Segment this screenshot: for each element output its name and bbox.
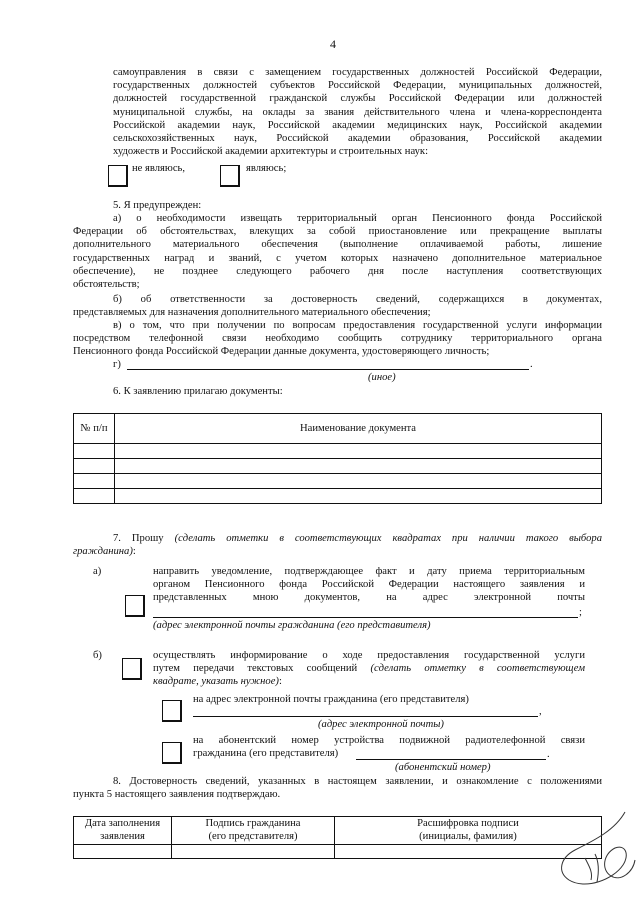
email-caption: (адрес электронной почты) (318, 719, 444, 730)
s7-intro-line (73, 532, 602, 545)
s5-g-label: г) (113, 359, 121, 370)
date-header-line2: заявления (100, 830, 145, 842)
s7-b-line3: квадрате, указать нужное) (153, 676, 279, 688)
s7-a-end: ; (579, 607, 582, 618)
checkbox-7a[interactable] (125, 595, 145, 617)
intro-line: самоуправления в связи с замещением государственных должностей Российской Федерации, (113, 67, 602, 78)
phone-line: гражданина (его представителя) (193, 748, 339, 760)
option-am-label: являюсь; (246, 163, 287, 174)
intro-text (113, 66, 602, 158)
intro-line: Российской академии наук, Российской академии медицинских наук, Российской академии (113, 119, 602, 131)
phone-line: на абонентский номер устройства подвижной радиотелефонной связи (193, 735, 585, 746)
signature-header (172, 817, 335, 845)
col-name-header: Наименование документа (115, 414, 602, 444)
table-cell[interactable] (115, 459, 602, 474)
s7-a-line: органом Пенсионного фонда Российской Федерации настоящего заявления и (153, 579, 585, 591)
s8-line: 8. Достоверность сведений, указанных в настоящем заявлении, и ознакомление с положениями (113, 776, 602, 787)
s7-b-line (153, 675, 585, 688)
table-cell[interactable] (74, 459, 115, 474)
s5-a-line: дополнительного материального обеспечения (выполнение оплачиваемой работы, лишение (73, 239, 602, 251)
signature-field[interactable] (172, 845, 335, 859)
documents-table (73, 413, 602, 504)
s7-a-line: направить уведомление, подтверждающее факт и дату приема территориальным (153, 566, 585, 577)
signature-table (73, 816, 602, 859)
s7-b-colon: : (278, 676, 282, 688)
s7-b-line (153, 662, 585, 675)
table-cell[interactable] (115, 489, 602, 504)
phone-end: . (547, 749, 550, 760)
checkbox-email[interactable] (162, 700, 182, 722)
intro-line: государственных должностей субъектов Российской Федерации, муниципальных должностей, (113, 80, 602, 92)
option-not-label: не являюсь, (132, 163, 186, 174)
s5-a (73, 212, 602, 291)
intro-line: муниципальной службы, на оклады за звания действительного члена и члена-корреспондента (113, 106, 602, 118)
s5-g-field[interactable] (127, 369, 529, 370)
col-number-header: № п/п (74, 414, 115, 444)
s5-a-line: а) о необходимости извещать территориальный орган Пенсионного фонда Российской (113, 213, 602, 224)
s5-a-line: государственных наград и званий, с учетом которых назначено дополнительное материальное (73, 252, 602, 264)
checkbox-not[interactable] (108, 165, 128, 187)
email-option-label: на адрес электронной почты гражданина (его представителя) (193, 694, 469, 705)
handwritten-signature (555, 810, 640, 905)
table-row (74, 459, 602, 474)
s7-intro-line (73, 545, 602, 558)
signature-header-line2: (его представителя) (208, 830, 298, 842)
signature-header-line1: Подпись гражданина (205, 818, 301, 829)
table-cell[interactable] (74, 489, 115, 504)
s5-v (73, 319, 602, 359)
email-end: , (539, 706, 542, 717)
s7-b-line2a: путем передачи текстовых сообщений (153, 663, 358, 675)
s5-b-line: представляемых для назначения дополнительного материального обеспечения; (73, 307, 431, 319)
s5-v-line: посредством телефонной связи необходимо сообщить сотруднику территориального органа (73, 333, 602, 345)
s8-text (73, 775, 602, 801)
date-header-line1: Дата заполнения (84, 818, 161, 829)
s5-b (73, 293, 602, 319)
s7-intro (73, 532, 602, 558)
intro-line: сельскохозяйственных наук, Российской академии образования, Российской академии (113, 133, 602, 145)
s7-b-label: б) (93, 650, 102, 661)
checkbox-am[interactable] (220, 165, 240, 187)
table-cell[interactable] (115, 474, 602, 489)
s8-line: пункта 5 настоящего заявления подтверждаю. (73, 789, 281, 801)
s5-a-line: обстоятельств; (73, 279, 140, 291)
intro-line: должностей государственной гражданской службы Российской Федерации или должностей (113, 93, 602, 105)
transcript-header-line1: Расшифровка подписи (417, 818, 519, 829)
email-field-7a[interactable] (153, 617, 578, 618)
intro-line: художеств и Российской академии архитектуры и строительных наук: (113, 146, 429, 158)
s5-v-line: Пенсионного фонда Российской Федерации данные документа, удостоверяющего личность; (73, 346, 490, 358)
table-row (74, 474, 602, 489)
s7-note-2: гражданина) (73, 546, 133, 558)
s5-g-end: . (530, 359, 533, 370)
table-row (74, 489, 602, 504)
s7-b-line2b: (сделать отметку в соответствующем (370, 663, 586, 675)
s5-heading: 5. Я предупрежден: (113, 200, 202, 211)
phone-text (193, 734, 585, 760)
checkbox-phone[interactable] (162, 742, 182, 764)
s5-b-line: б) об ответственности за достоверность сведений, содержащихся в документах, (113, 294, 602, 305)
s5-g-caption: (иное) (368, 372, 396, 383)
email-field-7b[interactable] (193, 716, 538, 717)
s7-note: (сделать отметки в соответствующих квадратах при наличии такого выбора (174, 533, 603, 544)
phone-caption: (абонентский номер) (395, 762, 491, 773)
table-cell[interactable] (115, 444, 602, 459)
phone-field[interactable] (356, 759, 546, 760)
page-number: 4 (330, 37, 336, 51)
table-cell[interactable] (74, 474, 115, 489)
s5-a-line: обеспечение), не позднее следующего рабочего дня после наступления соответствующих (73, 265, 602, 277)
transcript-header-line2: (инициалы, фамилия) (419, 830, 517, 842)
date-header (74, 817, 172, 845)
s5-a-line: Федерации об обстоятельствах, влекущих за собой приостановление или прекращение выплаты (73, 226, 602, 238)
s6-heading: 6. К заявлению прилагаю документы: (113, 386, 283, 397)
s7-colon: : (132, 546, 136, 558)
table-row (74, 444, 602, 459)
s7-a-label: а) (93, 566, 102, 577)
checkbox-7b[interactable] (122, 658, 142, 680)
s7-a-line: представленных мною документов, на адрес электронной почты (153, 592, 585, 604)
s7-heading: 7. Прошу (113, 533, 164, 544)
date-field[interactable] (74, 845, 172, 859)
s7-b-text (153, 649, 585, 689)
s7-a-text (153, 565, 585, 605)
s5-v-line: в) о том, что при получении по вопросам предоставления государственной услуги информации (113, 320, 602, 331)
s7-b-line: осуществлять информирование о ходе предоставления государственной услуги (153, 650, 585, 661)
s7-a-caption: (адрес электронной почты гражданина (его представителя) (153, 620, 431, 631)
table-cell[interactable] (74, 444, 115, 459)
